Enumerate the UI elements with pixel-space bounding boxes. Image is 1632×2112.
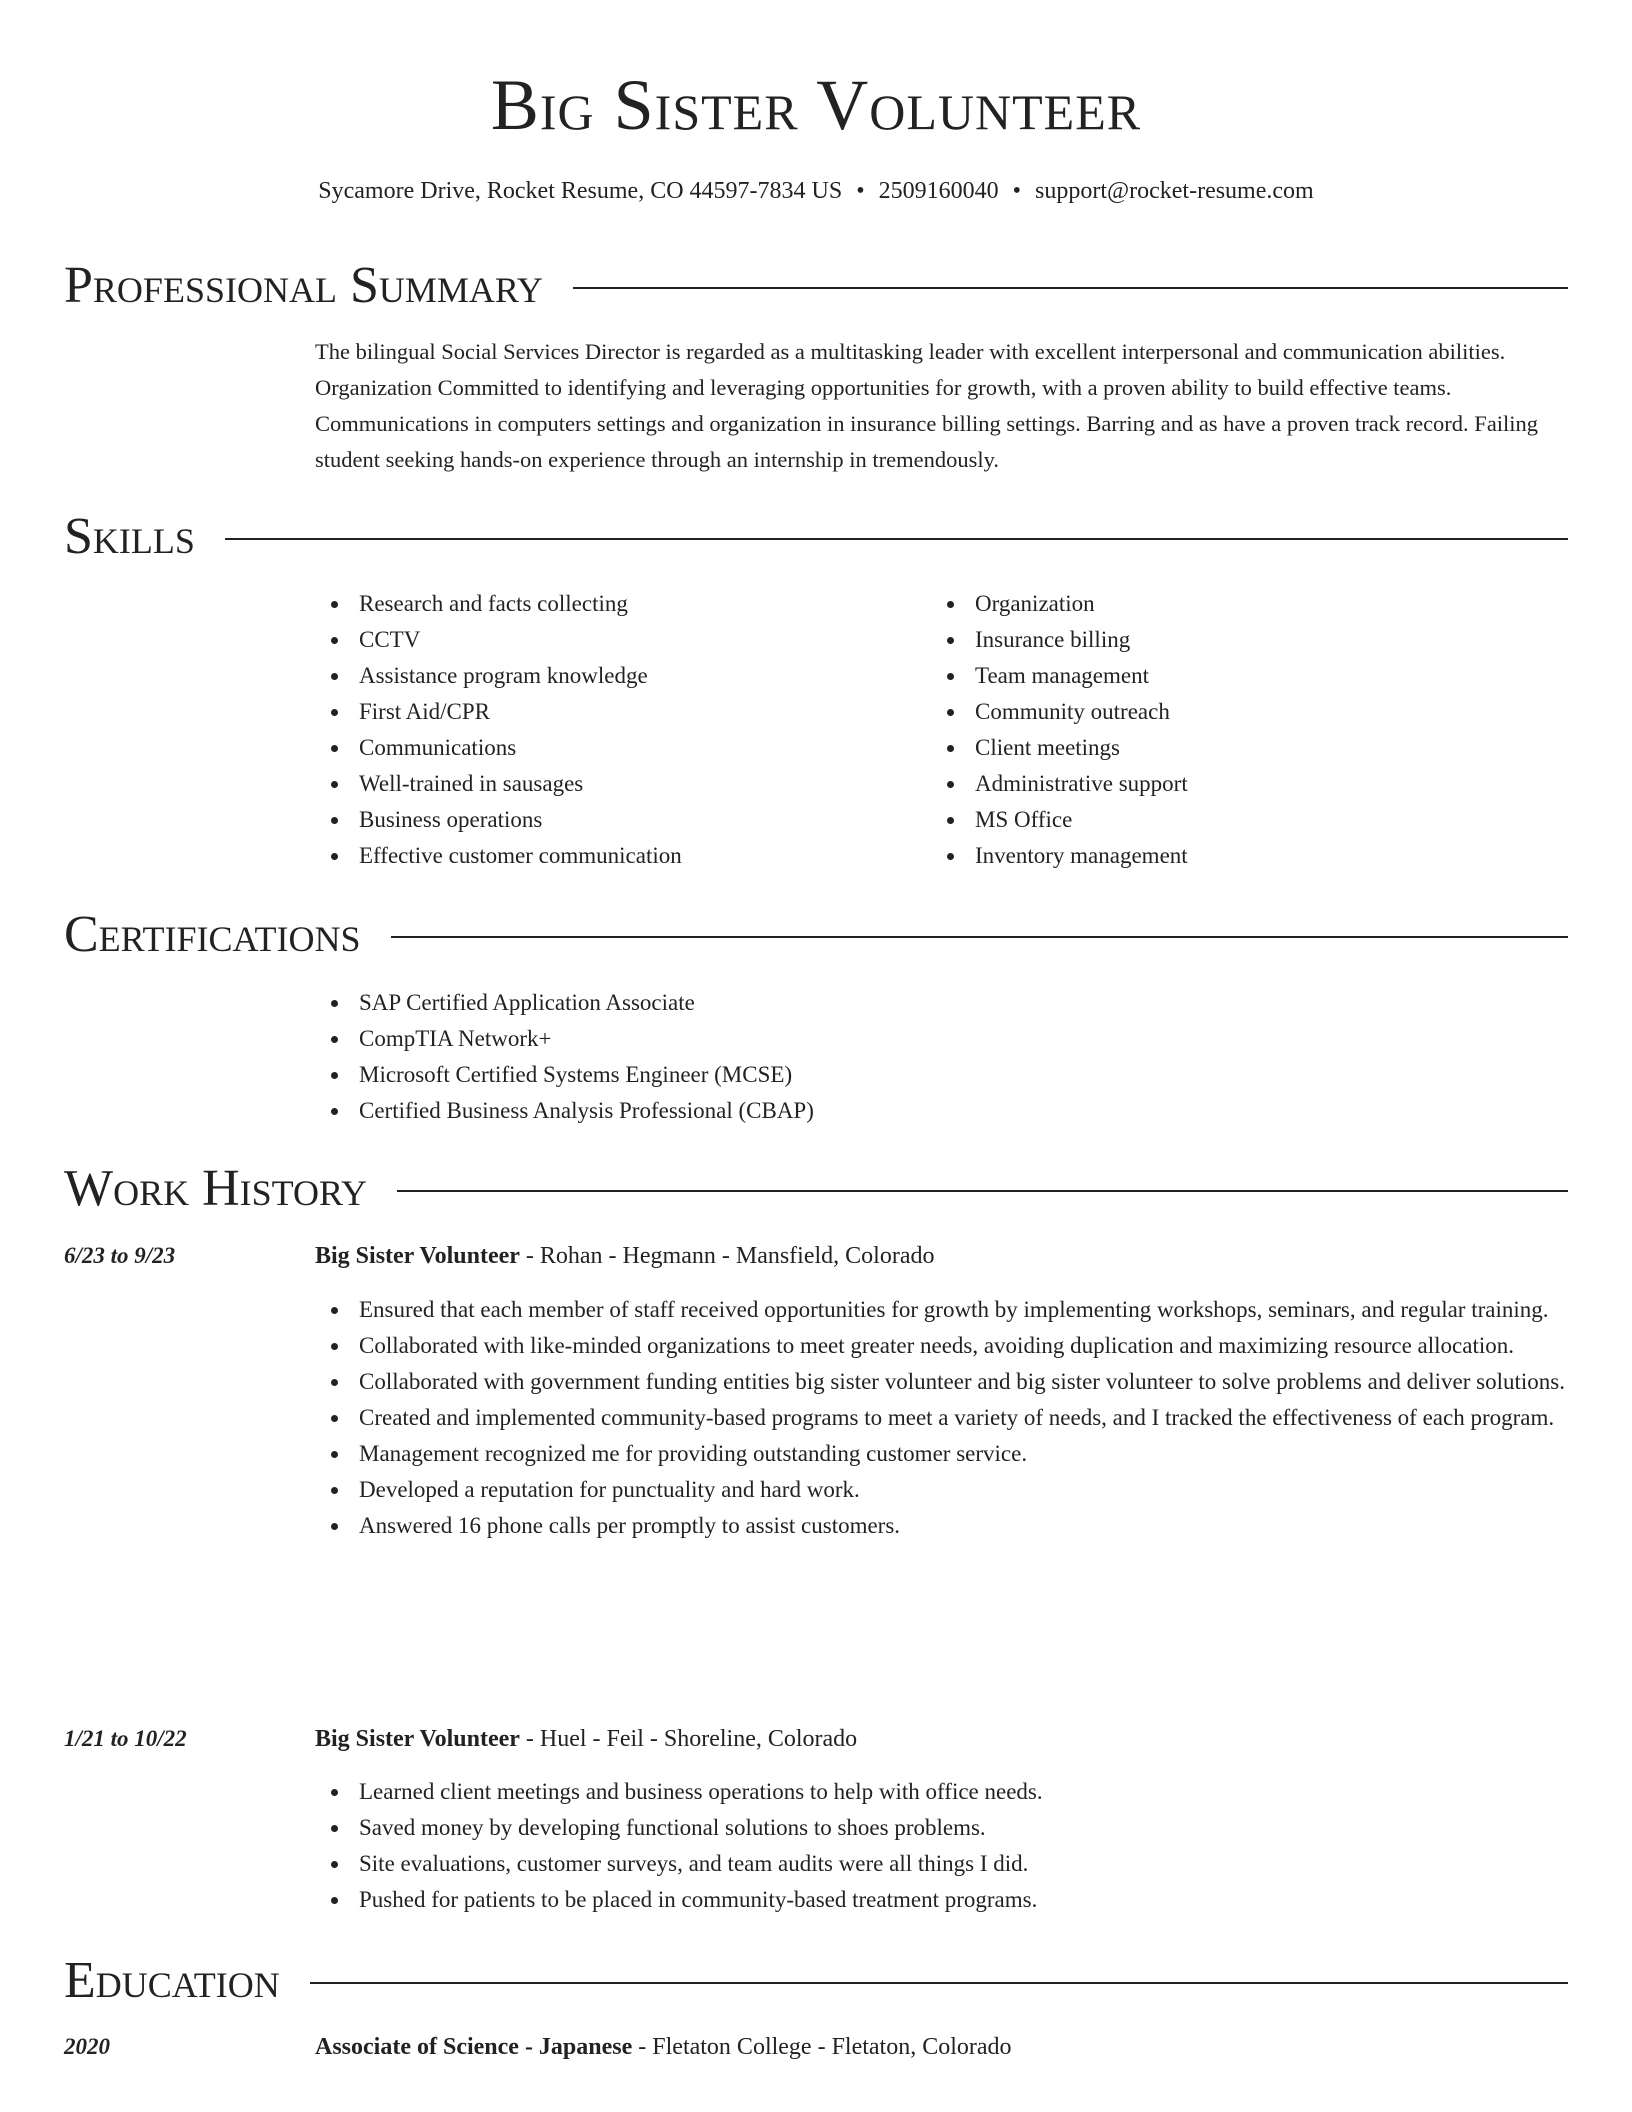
- skill-item: MS Office: [931, 802, 1531, 838]
- certification-item: Microsoft Certified Systems Engineer (MCSE): [315, 1057, 1568, 1093]
- skill-item: First Aid/CPR: [315, 694, 915, 730]
- job-bullet: Learned client meetings and business operations to help with office needs.: [315, 1774, 1568, 1810]
- certifications-list: [315, 985, 1568, 1129]
- skill-item: Insurance billing: [931, 622, 1531, 658]
- job-date: 6/23 to 9/23: [64, 1243, 176, 1268]
- contact-phone: 2509160040: [878, 178, 999, 204]
- skills-list-right: [931, 586, 1531, 874]
- skill-item: Client meetings: [931, 730, 1531, 766]
- skill-item: Business operations: [315, 802, 915, 838]
- job-date: 1/21 to 10/22: [64, 1726, 187, 1751]
- job-bullet: Ensured that each member of staff received opportunities for growth by implementing workshops, seminars, and regular training.: [315, 1292, 1568, 1328]
- job-company: - Rohan - Hegmann - Mansfield, Colorado: [519, 1243, 935, 1269]
- job-bullets: [315, 1292, 1568, 1544]
- section-header-skills: [64, 507, 1568, 567]
- section-header-certifications: [64, 905, 1568, 965]
- skill-item: Administrative support: [931, 766, 1531, 802]
- job-title-line: [315, 1238, 934, 1274]
- job-title: Big Sister Volunteer: [315, 1726, 520, 1752]
- skills-list-left: [315, 586, 915, 874]
- section-header-work-history: [64, 1159, 1568, 1219]
- section-title-summary: Professional Summary: [64, 257, 543, 314]
- section-title-skills: Skills: [64, 508, 195, 565]
- section-title-work-history: Work History: [64, 1160, 368, 1217]
- section-divider: [225, 538, 1568, 540]
- section-title-education: Education: [64, 1952, 280, 2009]
- skill-item: CCTV: [315, 622, 915, 658]
- skill-item: Effective customer communication: [315, 838, 915, 874]
- skill-item: Community outreach: [931, 694, 1531, 730]
- contact-address: Sycamore Drive, Rocket Resume, CO 44597-7834 US: [318, 178, 843, 204]
- contact-separator: •: [856, 178, 865, 204]
- job-company: - Huel - Feil - Shoreline, Colorado: [519, 1726, 858, 1752]
- certification-item: Certified Business Analysis Professional (CBAP): [315, 1093, 1568, 1129]
- job-bullet: Collaborated with like-minded organizations to meet greater needs, avoiding duplication and maximizing resource allocation.: [315, 1328, 1568, 1364]
- job-bullet: Developed a reputation for punctuality and hard work.: [315, 1472, 1568, 1508]
- contact-email: support@rocket-resume.com: [1035, 178, 1314, 204]
- skill-item: Assistance program knowledge: [315, 658, 915, 694]
- section-divider: [573, 287, 1568, 289]
- job-bullet: Management recognized me for providing outstanding customer service.: [315, 1436, 1568, 1472]
- section-divider: [310, 1982, 1568, 1984]
- contact-separator: •: [1012, 178, 1022, 204]
- section-title-certifications: Certifications: [64, 906, 361, 963]
- education-line: [315, 2029, 1012, 2065]
- job-bullet: Answered 16 phone calls per promptly to assist customers.: [315, 1508, 1568, 1544]
- section-divider: [397, 1190, 1568, 1192]
- education-degree: Associate of Science - Japanese: [315, 2034, 633, 2060]
- job-bullet: Collaborated with government funding entities big sister volunteer and big sister volunteer to solve problems and deliver solutions.: [315, 1364, 1568, 1400]
- skill-item: Organization: [931, 586, 1531, 622]
- section-header-summary: [64, 256, 1568, 316]
- job-bullet: Saved money by developing functional solutions to shoes problems.: [315, 1810, 1568, 1846]
- job-title: Big Sister Volunteer: [315, 1243, 520, 1269]
- education-school: - Fletaton College - Fletaton, Colorado: [632, 2034, 1012, 2060]
- skill-item: Team management: [931, 658, 1531, 694]
- contact-line: [64, 175, 1568, 207]
- job-bullet: Site evaluations, customer surveys, and team audits were all things I did.: [315, 1846, 1568, 1882]
- skill-item: Communications: [315, 730, 915, 766]
- job-bullet: Pushed for patients to be placed in community-based treatment programs.: [315, 1882, 1568, 1918]
- certification-item: CompTIA Network+: [315, 1021, 1568, 1057]
- job-bullet: Created and implemented community-based programs to meet a variety of needs, and I tracked the effectiveness of each program.: [315, 1400, 1568, 1436]
- education-year: 2020: [64, 2034, 110, 2059]
- skill-item: Well-trained in sausages: [315, 766, 915, 802]
- certification-item: SAP Certified Application Associate: [315, 985, 1568, 1021]
- skill-item: Research and facts collecting: [315, 586, 915, 622]
- candidate-name: Big Sister Volunteer: [490, 65, 1142, 145]
- job-title-line: [315, 1721, 857, 1757]
- job-bullets: [315, 1774, 1568, 1918]
- section-header-education: [64, 1951, 1568, 2011]
- section-divider: [391, 936, 1568, 938]
- skill-item: Inventory management: [931, 838, 1531, 874]
- summary-text: The bilingual Social Services Director is regarded as a multitasking leader with excellent interpersonal and communication abilities. Organization Committed to identifying and leveraging opportunities for growth, with a proven ability to build effective teams. Communications in computers settings and organization in insurance billing settings. Barring and as have a proven track record. Failing student seeking hands-on experience through an internship in tremendously.: [315, 339, 1539, 472]
